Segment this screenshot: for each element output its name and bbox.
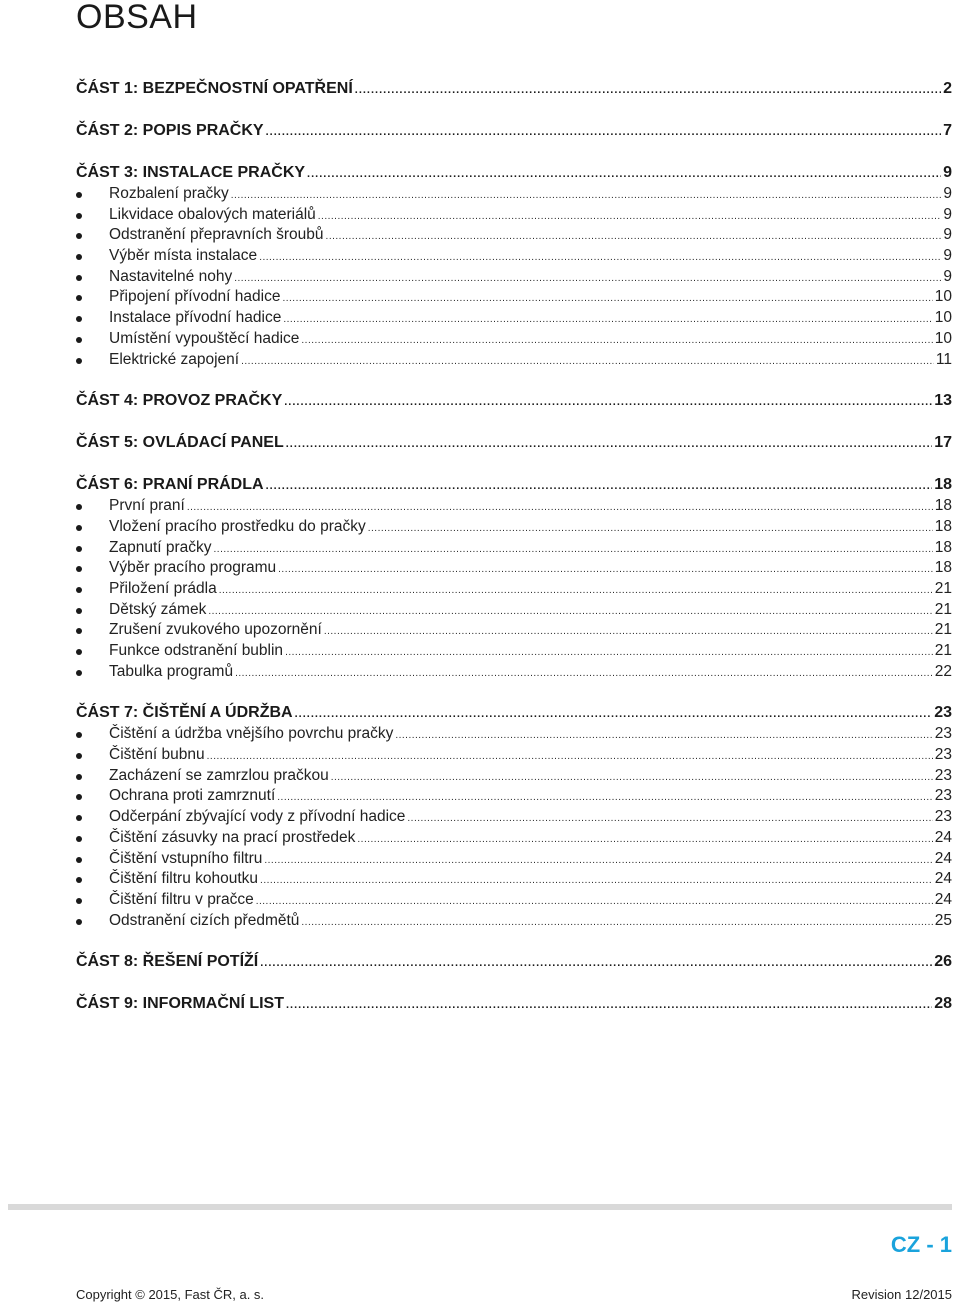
toc-leader-dots xyxy=(264,851,932,870)
toc-page-number: 9 xyxy=(943,185,952,202)
toc-item[interactable] xyxy=(76,184,952,205)
toc-leader-dots xyxy=(278,560,933,579)
toc-heading-label: ČÁST 2: POPIS PRAČKY xyxy=(76,122,264,139)
toc-page-number: 18 xyxy=(934,517,952,535)
toc-item-label xyxy=(76,205,316,226)
toc-item-text: První praní xyxy=(109,497,185,515)
toc-page-number: 2 xyxy=(943,80,952,97)
toc-item[interactable] xyxy=(76,641,952,662)
toc-item-text: Čištění filtru kohoutku xyxy=(109,870,259,888)
toc-item[interactable] xyxy=(76,225,952,246)
toc-leader-dots xyxy=(331,768,933,787)
toc-item-text: Čištění bubnu xyxy=(109,746,205,764)
toc-item-label xyxy=(76,350,239,371)
toc-page-number: 24 xyxy=(934,849,952,867)
toc-leader-dots xyxy=(285,643,933,662)
toc-item-label xyxy=(76,308,281,329)
toc-item-label xyxy=(76,267,232,288)
toc-leader-dots xyxy=(256,892,933,911)
bullet-icon xyxy=(76,275,82,281)
toc-item[interactable] xyxy=(76,350,952,371)
toc-heading-label: ČÁST 8: ŘEŠENÍ POTÍŽÍ xyxy=(76,953,259,971)
toc-item[interactable] xyxy=(76,620,952,641)
toc-section xyxy=(76,993,952,1015)
bullet-icon xyxy=(76,628,82,634)
bullet-icon xyxy=(76,919,82,925)
toc-item-text: Připojení přívodní hadice xyxy=(109,288,281,306)
toc-item-label xyxy=(76,766,329,787)
toc-item-text: Vložení pracího prostředku do pračky xyxy=(109,517,366,535)
bullet-icon xyxy=(76,587,82,593)
toc-item-label xyxy=(76,246,257,267)
toc-heading[interactable] xyxy=(76,432,952,454)
toc-heading[interactable] xyxy=(76,993,952,1015)
toc-item-label xyxy=(76,828,355,849)
toc-leader-dots xyxy=(234,269,941,288)
toc-leader-dots xyxy=(368,519,933,538)
toc-item-text: Čištění vstupního filtru xyxy=(109,849,263,867)
toc-heading-label: ČÁST 3: INSTALACE PRAČKY xyxy=(76,164,306,181)
toc-item-text: Čištění a údržba vnějšího povrchu pračky xyxy=(109,725,394,743)
toc-item-label xyxy=(76,184,229,205)
toc-heading-label: ČÁST 1: BEZPEČNOSTNÍ OPATŘENÍ xyxy=(76,80,353,97)
toc-page-number: 23 xyxy=(934,808,952,826)
toc-heading[interactable] xyxy=(76,474,952,496)
toc-page-number: 18 xyxy=(934,538,952,556)
toc-page-number: 9 xyxy=(943,247,952,265)
toc-item-text: Tabulka programů xyxy=(109,662,234,680)
revision-text: Revision 12/2015 xyxy=(851,1287,952,1302)
toc-page-number: 13 xyxy=(934,392,952,410)
toc-page-number: 26 xyxy=(934,953,952,971)
bullet-icon xyxy=(76,233,82,239)
toc-heading-label: ČÁST 5: OVLÁDACÍ PANEL xyxy=(76,434,284,452)
bullet-icon xyxy=(76,546,82,552)
toc-item-text: Čištění filtru v pračce xyxy=(109,890,254,908)
toc-item-text: Zapnutí pračky xyxy=(109,538,212,556)
toc-page-number: 11 xyxy=(935,350,952,368)
bullet-icon xyxy=(76,898,82,904)
toc-item-text: Likvidace obalových materiálů xyxy=(109,205,316,223)
toc-item[interactable] xyxy=(76,849,952,870)
bullet-icon xyxy=(76,670,82,676)
toc-item-label xyxy=(76,558,276,579)
toc-item-label xyxy=(76,538,212,559)
toc-item[interactable] xyxy=(76,517,952,538)
toc-item-text: Odstranění cizích předmětů xyxy=(109,911,300,929)
toc-item-text: Zrušení zvukového upozornění xyxy=(109,621,322,639)
toc-leader-dots xyxy=(301,331,932,350)
toc-item[interactable] xyxy=(76,267,952,288)
toc-page-number: 9 xyxy=(943,226,952,244)
bullet-icon xyxy=(76,316,82,322)
bullet-icon xyxy=(76,337,82,343)
toc-item[interactable] xyxy=(76,308,952,329)
toc-item[interactable] xyxy=(76,890,952,911)
toc-item-label xyxy=(76,600,206,621)
toc-leader-dots xyxy=(286,994,932,1015)
toc-page-number: 23 xyxy=(934,725,952,743)
toc-leader-dots xyxy=(214,540,933,559)
toc-item[interactable] xyxy=(76,807,952,828)
toc-item-label xyxy=(76,517,366,538)
toc-item-text: Umístění vypouštěcí hadice xyxy=(109,329,300,347)
toc-item-label xyxy=(76,496,185,517)
bullet-icon xyxy=(76,608,82,614)
toc-leader-dots xyxy=(282,289,932,308)
bullet-icon xyxy=(76,566,82,572)
toc-page-number: 9 xyxy=(943,267,952,285)
toc-heading[interactable] xyxy=(76,78,952,100)
toc-leader-dots xyxy=(187,498,933,517)
page-title: OBSAH xyxy=(76,0,198,36)
toc-page-number: 9 xyxy=(943,205,952,223)
bullet-icon xyxy=(76,254,82,260)
toc-page-number: 28 xyxy=(934,995,952,1013)
toc-item-text: Výběr místa instalace xyxy=(109,247,258,265)
toc-item-text: Elektrické zapojení xyxy=(109,350,240,368)
toc-heading[interactable] xyxy=(76,120,952,142)
bullet-icon xyxy=(76,774,82,780)
toc-leader-dots xyxy=(407,809,932,828)
toc-item[interactable] xyxy=(76,579,952,600)
toc-item-text: Odčerpání zbývající vody z přívodní hadice xyxy=(109,808,406,826)
toc-item-label xyxy=(76,724,393,745)
toc-item[interactable] xyxy=(76,205,952,226)
toc-page-number: 24 xyxy=(934,828,952,846)
toc-item-text: Nastavitelné nohy xyxy=(109,267,233,285)
bullet-icon xyxy=(76,504,82,510)
bullet-icon xyxy=(76,857,82,863)
toc-item-text: Odstranění přepravních šroubů xyxy=(109,226,324,244)
toc-page-number: 10 xyxy=(934,288,952,306)
toc-item[interactable] xyxy=(76,869,952,890)
toc-page-number: 21 xyxy=(934,600,952,618)
toc-item[interactable] xyxy=(76,558,952,579)
toc-page-number: 21 xyxy=(934,621,952,639)
toc-page-number: 23 xyxy=(934,766,952,784)
toc-leader-dots xyxy=(241,352,934,371)
toc-leader-dots xyxy=(301,913,932,932)
toc-item-label xyxy=(76,225,324,246)
toc-page-number: 23 xyxy=(934,746,952,764)
toc-leader-dots xyxy=(324,622,933,641)
bullet-icon xyxy=(76,525,82,531)
toc-item-label xyxy=(76,579,217,600)
toc-item-label xyxy=(76,807,405,828)
toc-page-number: 24 xyxy=(934,870,952,888)
toc-item[interactable] xyxy=(76,600,952,621)
bullet-icon xyxy=(76,358,82,364)
toc-leader-dots xyxy=(283,310,932,329)
bullet-icon xyxy=(76,753,82,759)
toc-leader-dots xyxy=(219,581,933,600)
bullet-icon xyxy=(76,794,82,800)
toc-heading-label: ČÁST 7: ČIŠTĚNÍ A ÚDRŽBA xyxy=(76,704,293,722)
toc-item-label xyxy=(76,745,205,766)
toc-page-number: 10 xyxy=(934,329,952,347)
toc-leader-dots xyxy=(235,664,933,683)
toc-page-number: 17 xyxy=(934,434,952,452)
toc-section xyxy=(76,162,952,370)
toc-heading[interactable] xyxy=(76,162,952,184)
bullet-icon xyxy=(76,649,82,655)
bullet-icon xyxy=(76,213,82,219)
bullet-icon xyxy=(76,732,82,738)
toc-leader-dots xyxy=(295,703,933,724)
toc-leader-dots xyxy=(266,121,942,142)
toc-heading[interactable] xyxy=(76,951,952,973)
toc-leader-dots xyxy=(307,163,941,184)
toc-item-text: Ochrana proti zamrznutí xyxy=(109,787,276,805)
toc-section xyxy=(76,78,952,100)
toc-leader-dots xyxy=(326,227,942,246)
toc-leader-dots xyxy=(284,391,932,412)
toc-leader-dots xyxy=(357,830,932,849)
toc-heading-label: ČÁST 9: INFORMAČNÍ LIST xyxy=(76,995,284,1013)
toc-item-text: Zacházení se zamrzlou pračkou xyxy=(109,766,329,784)
toc-page-number: 18 xyxy=(934,476,952,494)
bullet-icon xyxy=(76,295,82,301)
toc-heading[interactable] xyxy=(76,702,952,724)
toc-item-label xyxy=(76,662,233,683)
toc-item[interactable] xyxy=(76,246,952,267)
toc-page-number: 23 xyxy=(934,787,952,805)
toc-item[interactable] xyxy=(76,745,952,766)
footer-divider xyxy=(8,1204,952,1210)
toc-item-label xyxy=(76,329,299,350)
toc-item[interactable] xyxy=(76,329,952,350)
toc-page-number: 18 xyxy=(934,497,952,515)
toc-item-text: Funkce odstranění bublin xyxy=(109,642,284,659)
toc-heading-label: ČÁST 6: PRANÍ PRÁDLA xyxy=(76,476,264,494)
toc-item-label xyxy=(76,620,322,641)
toc-item-label xyxy=(76,869,258,890)
toc-heading[interactable] xyxy=(76,390,952,412)
toc-leader-dots xyxy=(259,248,941,267)
toc-page-number: 25 xyxy=(934,911,952,929)
toc-page-number: 21 xyxy=(934,642,952,659)
toc-leader-dots xyxy=(207,747,933,766)
toc-section xyxy=(76,474,952,682)
toc-leader-dots xyxy=(286,433,932,454)
bullet-icon xyxy=(76,836,82,842)
toc-item[interactable] xyxy=(76,766,952,787)
toc-item[interactable] xyxy=(76,786,952,807)
toc-page-number: 22 xyxy=(934,662,952,680)
page-number: CZ - 1 xyxy=(890,1232,952,1257)
toc-item[interactable] xyxy=(76,287,952,308)
toc-item-label xyxy=(76,287,280,308)
copyright-text: Copyright © 2015, Fast ČR, a. s. xyxy=(76,1287,265,1302)
toc-page-number: 7 xyxy=(943,122,952,139)
toc-page-number: 18 xyxy=(934,559,952,577)
toc-leader-dots xyxy=(277,788,932,807)
toc-leader-dots xyxy=(266,475,933,496)
toc-leader-dots xyxy=(318,207,942,226)
toc-leader-dots xyxy=(208,602,932,621)
toc-leader-dots xyxy=(395,726,932,745)
table-of-contents xyxy=(76,78,952,1035)
toc-heading-label: ČÁST 4: PROVOZ PRAČKY xyxy=(76,392,283,410)
toc-item-text: Dětský zámek xyxy=(109,600,207,618)
toc-section xyxy=(76,120,952,142)
toc-page-number: 10 xyxy=(934,309,952,327)
toc-item-text: Přiložení prádla xyxy=(109,579,217,597)
toc-item-text: Rozbalení pračky xyxy=(109,185,229,202)
toc-item[interactable] xyxy=(76,662,952,683)
toc-item[interactable] xyxy=(76,496,952,517)
toc-section xyxy=(76,390,952,412)
toc-item-label xyxy=(76,641,283,662)
toc-page-number: 23 xyxy=(934,704,952,722)
toc-section xyxy=(76,951,952,973)
toc-item-label xyxy=(76,890,254,911)
toc-page-number: 9 xyxy=(943,164,952,181)
toc-item-label xyxy=(76,786,275,807)
toc-leader-dots xyxy=(260,952,932,973)
bullet-icon xyxy=(76,192,82,198)
toc-item[interactable] xyxy=(76,911,952,932)
toc-leader-dots xyxy=(355,79,941,100)
bullet-icon xyxy=(76,877,82,883)
toc-section xyxy=(76,432,952,454)
toc-item[interactable] xyxy=(76,538,952,559)
toc-leader-dots xyxy=(231,186,942,205)
toc-item[interactable] xyxy=(76,724,952,745)
toc-leader-dots xyxy=(260,871,933,890)
toc-item-text: Výběr pracího programu xyxy=(109,559,277,577)
toc-item-text: Čištění zásuvky na prací prostředek xyxy=(109,828,356,846)
toc-item-label xyxy=(76,849,262,870)
toc-section xyxy=(76,702,952,931)
toc-item[interactable] xyxy=(76,828,952,849)
bullet-icon xyxy=(76,815,82,821)
toc-page-number: 24 xyxy=(934,890,952,908)
toc-item-label xyxy=(76,911,299,932)
toc-page-number: 21 xyxy=(934,579,952,597)
toc-item-text: Instalace přívodní hadice xyxy=(109,309,282,327)
